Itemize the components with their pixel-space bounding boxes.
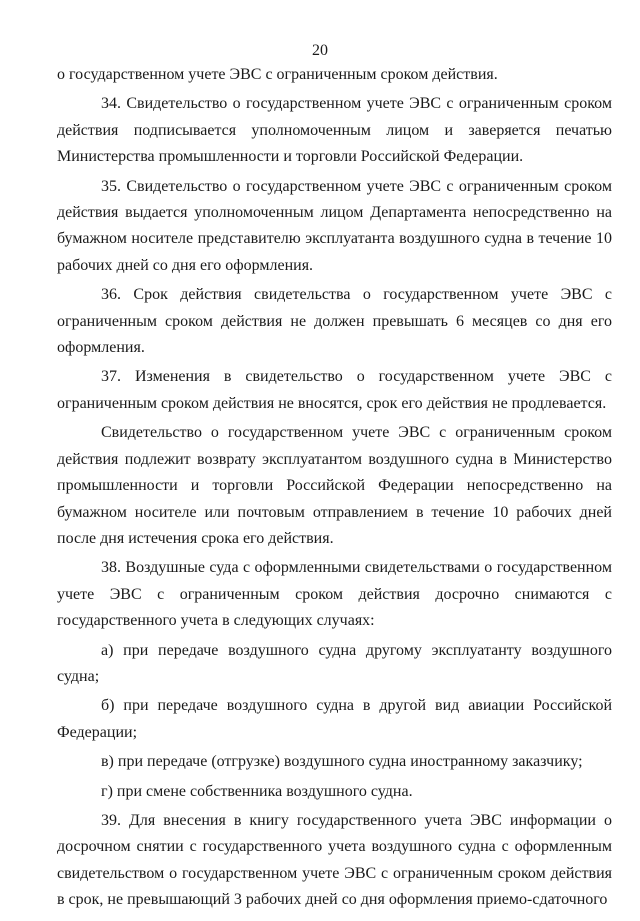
list-item-b: б) при передаче воздушного судна в другой вид авиации Российской Федерации; (57, 697, 612, 741)
page-number: 20 (312, 42, 328, 59)
list-item-g: г) при смене собственника воздушного судна. (101, 782, 413, 800)
paragraph-35: 35. Свидетельство о государственном учете ЭВС с ограниченным сроком действия выдается уполномоченным лицом Департамента непосредственно на бумажном носителе представителю эксплуатанта воздушного судна в течение 10 рабочих дней со дня его оформления. (57, 177, 612, 274)
paragraph-38: 38. Воздушные суда с оформленными свидетельствами о государственном учете ЭВС с ограниченным сроком действия досрочно снимаются с государственного учета в следующих случаях: (57, 559, 612, 630)
paragraph-37: 37. Изменения в свидетельство о государственном учете ЭВС с ограниченным сроком действия не вносятся, срок его действия не продлевается. (57, 368, 612, 412)
document-body (57, 62, 612, 914)
list-item-v: в) при передаче (отгрузке) воздушного судна иностранному заказчику; (101, 753, 583, 771)
paragraph-34: 34. Свидетельство о государственном учете ЭВС с ограниченным сроком действия подписывается уполномоченным лицом и заверяется печатью Министерства промышленности и торговли Российской Федерации. (57, 95, 612, 166)
paragraph-continuation: о государственном учете ЭВС с ограниченным сроком действия. (57, 66, 498, 83)
paragraph-37-return: Свидетельство о государственном учете ЭВС с ограниченным сроком действия подлежит возврату эксплуатантом воздушного судна в Министерство промышленности и торговли Российской Федерации непосредственно на бумажном носителе или почтовым отправлением в течение 10 рабочих дней после дня истечения срока его действия. (57, 424, 612, 547)
paragraph-36: 36. Срок действия свидетельства о государственном учете ЭВС с ограниченным сроком действия не должен превышать 6 месяцев со дня его оформления. (57, 286, 612, 357)
list-item-a: а) при передаче воздушного судна другому эксплуатанту воздушного судна; (57, 641, 612, 685)
paragraph-39: 39. Для внесения в книгу государственного учета ЭВС информации о досрочном снятии с государственного учета воздушного судна с оформленным свидетельством о государственном учете ЭВС с ограниченным сроком действия в срок, не превышающий 3 рабочих дней со дня оформления приемо-сдаточного (57, 811, 612, 909)
